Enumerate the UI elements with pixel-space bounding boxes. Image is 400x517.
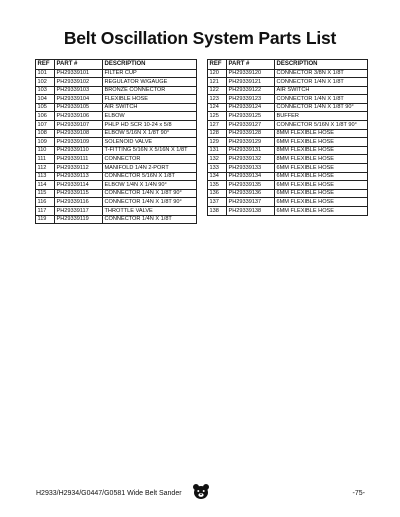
- cell-part-number: PH29339121: [227, 78, 275, 87]
- cell-part-number: PH29339110: [55, 146, 103, 155]
- cell-part-number: PH29339124: [227, 103, 275, 112]
- table-row: [208, 95, 368, 104]
- header-part-number: PART #: [55, 60, 103, 70]
- cell-description: ELBOW 5/16N X 1/8T 90°: [103, 129, 197, 138]
- table-row: [208, 121, 368, 130]
- cell-ref: 109: [36, 138, 55, 147]
- cell-description: BUFFER: [275, 112, 368, 121]
- cell-ref: 105: [36, 103, 55, 112]
- cell-ref: 132: [208, 155, 227, 164]
- table-row: [36, 121, 197, 130]
- table-row: [36, 181, 197, 190]
- cell-description: CONNECTOR 1/4N X 1/8T 90°: [103, 189, 197, 198]
- cell-description: 6MM FLEXIBLE HOSE: [275, 172, 368, 181]
- cell-description: CONNECTOR 1/4N X 1/8T: [103, 215, 197, 224]
- header-part-number: PART #: [227, 60, 275, 70]
- table-row: [208, 69, 368, 78]
- table-row: [36, 215, 197, 224]
- table-row: [208, 198, 368, 207]
- cell-description: CONNECTOR 1/4N X 1/8T 90°: [103, 198, 197, 207]
- cell-ref: 106: [36, 112, 55, 121]
- cell-description: MANIFOLD 1/4N 2-PORT: [103, 164, 197, 173]
- table-row: [208, 129, 368, 138]
- header-ref: REF: [36, 60, 55, 70]
- cell-description: FLEXIBLE HOSE: [103, 95, 197, 104]
- cell-ref: 117: [36, 207, 55, 216]
- parts-table-left: [35, 59, 197, 224]
- cell-part-number: PH29339102: [55, 78, 103, 87]
- cell-ref: 110: [36, 146, 55, 155]
- table-row: [208, 138, 368, 147]
- cell-description: 8MM FLEXIBLE HOSE: [275, 155, 368, 164]
- table-row: [208, 164, 368, 173]
- cell-ref: 131: [208, 146, 227, 155]
- cell-ref: 137: [208, 198, 227, 207]
- header-description: DESCRIPTION: [103, 60, 197, 70]
- cell-part-number: PH29339115: [55, 189, 103, 198]
- cell-ref: 128: [208, 129, 227, 138]
- cell-part-number: PH29339114: [55, 181, 103, 190]
- header-description: DESCRIPTION: [275, 60, 368, 70]
- cell-part-number: PH29339120: [227, 69, 275, 78]
- table-row: [208, 103, 368, 112]
- cell-ref: 127: [208, 121, 227, 130]
- cell-description: CONNECTOR 5/16N X 1/8T 90°: [275, 121, 368, 130]
- cell-description: BRONZE CONNECTOR: [103, 86, 197, 95]
- page-title: Belt Oscillation System Parts List: [63, 28, 337, 48]
- cell-description: FILTER CUP: [103, 69, 197, 78]
- cell-ref: 125: [208, 112, 227, 121]
- table-row: [36, 155, 197, 164]
- cell-part-number: PH29339132: [227, 155, 275, 164]
- cell-description: CONNECTOR 1/4N X 1/8T: [275, 78, 368, 87]
- cell-description: 6MM FLEXIBLE HOSE: [275, 138, 368, 147]
- cell-ref: 104: [36, 95, 55, 104]
- cell-part-number: PH29339122: [227, 86, 275, 95]
- table-row: [208, 181, 368, 190]
- header-ref: REF: [208, 60, 227, 70]
- cell-part-number: PH29339133: [227, 164, 275, 173]
- table-row: [208, 189, 368, 198]
- cell-part-number: PH29339112: [55, 164, 103, 173]
- table-row: [208, 207, 368, 216]
- table-row: [36, 164, 197, 173]
- table-row: [208, 112, 368, 121]
- cell-part-number: PH29339135: [227, 181, 275, 190]
- table-row: [36, 86, 197, 95]
- table-row: [36, 207, 197, 216]
- cell-part-number: PH29339105: [55, 103, 103, 112]
- cell-description: T-FITTING 5/16N X 5/16N X 1/8T: [103, 146, 197, 155]
- cell-ref: 111: [36, 155, 55, 164]
- cell-ref: 123: [208, 95, 227, 104]
- cell-description: 6MM FLEXIBLE HOSE: [275, 189, 368, 198]
- cell-ref: 138: [208, 207, 227, 216]
- cell-ref: 101: [36, 69, 55, 78]
- cell-part-number: PH29339131: [227, 146, 275, 155]
- cell-ref: 115: [36, 189, 55, 198]
- cell-ref: 108: [36, 129, 55, 138]
- cell-part-number: PH29339125: [227, 112, 275, 121]
- table-row: [36, 69, 197, 78]
- table-header-row: [36, 60, 197, 70]
- cell-part-number: PH29339129: [227, 138, 275, 147]
- cell-description: 6MM FLEXIBLE HOSE: [275, 198, 368, 207]
- table-header-row: [208, 60, 368, 70]
- cell-ref: 107: [36, 121, 55, 130]
- table-row: [36, 146, 197, 155]
- parts-table-right: [207, 59, 368, 216]
- cell-part-number: PH29339117: [55, 207, 103, 216]
- table-row: [36, 112, 197, 121]
- cell-ref: 135: [208, 181, 227, 190]
- cell-ref: 102: [36, 78, 55, 87]
- cell-part-number: PH29339116: [55, 198, 103, 207]
- cell-description: THROTTLE VALVE: [103, 207, 197, 216]
- cell-description: CONNECTOR: [103, 155, 197, 164]
- cell-ref: 119: [36, 215, 55, 224]
- cell-part-number: PH29339101: [55, 69, 103, 78]
- cell-part-number: PH29339109: [55, 138, 103, 147]
- cell-description: 6MM FLEXIBLE HOSE: [275, 164, 368, 173]
- cell-ref: 121: [208, 78, 227, 87]
- cell-description: CONNECTOR 5/16N X 1/8T: [103, 172, 197, 181]
- cell-ref: 120: [208, 69, 227, 78]
- cell-part-number: PH29339127: [227, 121, 275, 130]
- cell-description: PHLP HD SCR 10-24 x 5/8: [103, 121, 197, 130]
- cell-ref: 124: [208, 103, 227, 112]
- table-row: [208, 172, 368, 181]
- cell-part-number: PH29339136: [227, 189, 275, 198]
- cell-part-number: PH29339113: [55, 172, 103, 181]
- table-row: [208, 78, 368, 87]
- cell-part-number: PH29339107: [55, 121, 103, 130]
- cell-ref: 133: [208, 164, 227, 173]
- cell-description: 6MM FLEXIBLE HOSE: [275, 181, 368, 190]
- cell-part-number: PH29339134: [227, 172, 275, 181]
- table-row: [36, 138, 197, 147]
- table-row: [208, 155, 368, 164]
- table-row: [36, 189, 197, 198]
- footer-model: H2933/H2934/G0447/G0581 Wide Belt Sander: [36, 490, 182, 497]
- cell-ref: 114: [36, 181, 55, 190]
- cell-part-number: PH29339103: [55, 86, 103, 95]
- table-row: [36, 95, 197, 104]
- cell-part-number: PH29339106: [55, 112, 103, 121]
- table-row: [208, 86, 368, 95]
- cell-part-number: PH29339108: [55, 129, 103, 138]
- cell-description: CONNECTOR 1/4N X 1/8T: [275, 95, 368, 104]
- table-row: [208, 146, 368, 155]
- cell-part-number: PH29339137: [227, 198, 275, 207]
- table-row: [36, 198, 197, 207]
- bear-head-icon: [192, 483, 210, 500]
- cell-part-number: PH29339119: [55, 215, 103, 224]
- cell-description: CONNECTOR 1/4N X 1/8T 90°: [275, 103, 368, 112]
- cell-part-number: PH29339128: [227, 129, 275, 138]
- cell-part-number: PH29339111: [55, 155, 103, 164]
- cell-description: SOLENOID VALVE: [103, 138, 197, 147]
- cell-ref: 134: [208, 172, 227, 181]
- cell-ref: 136: [208, 189, 227, 198]
- cell-ref: 116: [36, 198, 55, 207]
- cell-description: AIR SWITCH: [275, 86, 368, 95]
- page-number: -75-: [352, 490, 365, 497]
- table-row: [36, 78, 197, 87]
- cell-ref: 103: [36, 86, 55, 95]
- cell-description: CONNECTOR 3/8N X 1/8T: [275, 69, 368, 78]
- cell-description: ELBOW 1/4N X 1/4N 90°: [103, 181, 197, 190]
- cell-description: 8MM FLEXIBLE HOSE: [275, 146, 368, 155]
- cell-part-number: PH29339138: [227, 207, 275, 216]
- cell-ref: 129: [208, 138, 227, 147]
- cell-description: 8MM FLEXIBLE HOSE: [275, 129, 368, 138]
- table-row: [36, 172, 197, 181]
- cell-part-number: PH29339104: [55, 95, 103, 104]
- cell-ref: 122: [208, 86, 227, 95]
- cell-part-number: PH29339123: [227, 95, 275, 104]
- cell-description: 6MM FLEXIBLE HOSE: [275, 207, 368, 216]
- cell-description: ELBOW: [103, 112, 197, 121]
- cell-ref: 112: [36, 164, 55, 173]
- cell-ref: 113: [36, 172, 55, 181]
- cell-description: AIR SWITCH: [103, 103, 197, 112]
- cell-description: REGULATOR W/GAUGE: [103, 78, 197, 87]
- table-row: [36, 103, 197, 112]
- table-row: [36, 129, 197, 138]
